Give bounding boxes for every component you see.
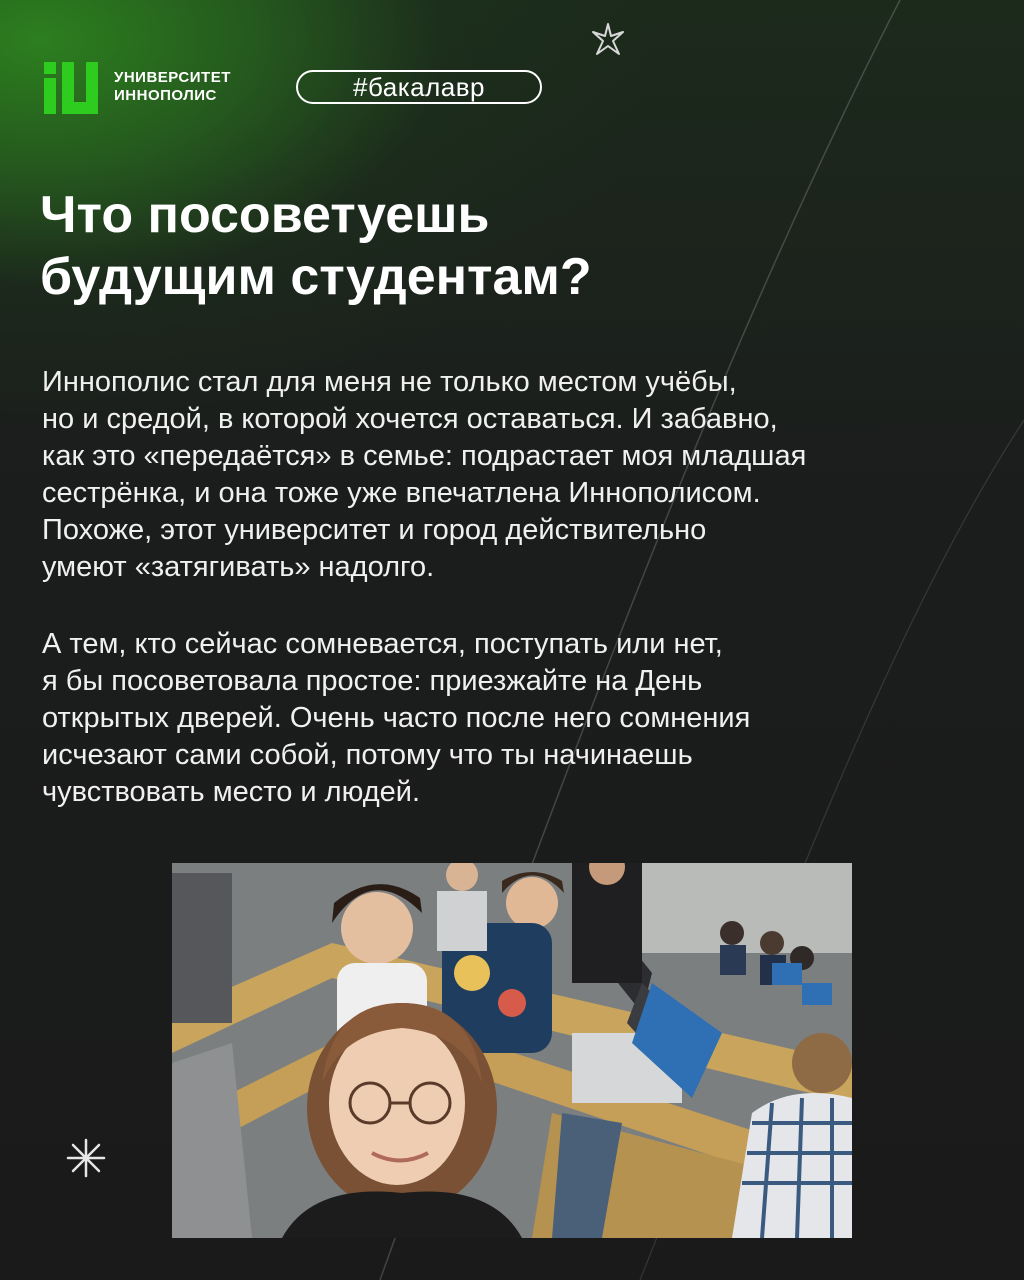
logo-line-1: УНИВЕРСИТЕТ (114, 69, 231, 86)
paragraph-line: чувствовать место и людей. (42, 776, 421, 808)
paragraph-line: Похоже, этот университет и город действительно (42, 514, 707, 546)
title-line-1: Что посоветуешь (40, 186, 490, 244)
paragraph-line: открытых дверей. Очень часто после него сомнения (42, 702, 751, 734)
students-photo (172, 863, 852, 1238)
asterisk-icon (64, 1136, 108, 1180)
paragraph-line: но и средой, в которой хочется оставаться. И забавно, (42, 403, 778, 435)
sparkle-icon (588, 20, 628, 60)
paragraph-line: как это «передаётся» в семье: подрастает моя младшая (42, 440, 807, 472)
paragraph-line: Иннополис стал для меня не только местом учёбы, (42, 366, 737, 398)
page-title (40, 184, 980, 308)
university-logo (44, 60, 231, 114)
paragraph-line: А тем, кто сейчас сомневается, поступать или нет, (42, 628, 723, 660)
title-line-2: будущим студентам? (40, 248, 592, 306)
logo-text (114, 69, 231, 105)
photo-illustration (172, 863, 852, 1238)
paragraph-line: сестрёнка, и она тоже уже впечатлена Иннополисом. (42, 477, 761, 509)
paragraph-2 (42, 626, 1012, 811)
paragraph-line: я бы посоветовала простое: приезжайте на День (42, 665, 703, 697)
logo-line-2: ИННОПОЛИС (114, 87, 217, 104)
paragraph-line: исчезают сами собой, потому что ты начинаешь (42, 739, 693, 771)
logo-mark-icon (44, 60, 98, 114)
paragraph-1 (42, 364, 1012, 586)
hashtag-badge: #бакалавр (296, 70, 542, 104)
paragraph-line: умеют «затягивать» надолго. (42, 551, 435, 583)
